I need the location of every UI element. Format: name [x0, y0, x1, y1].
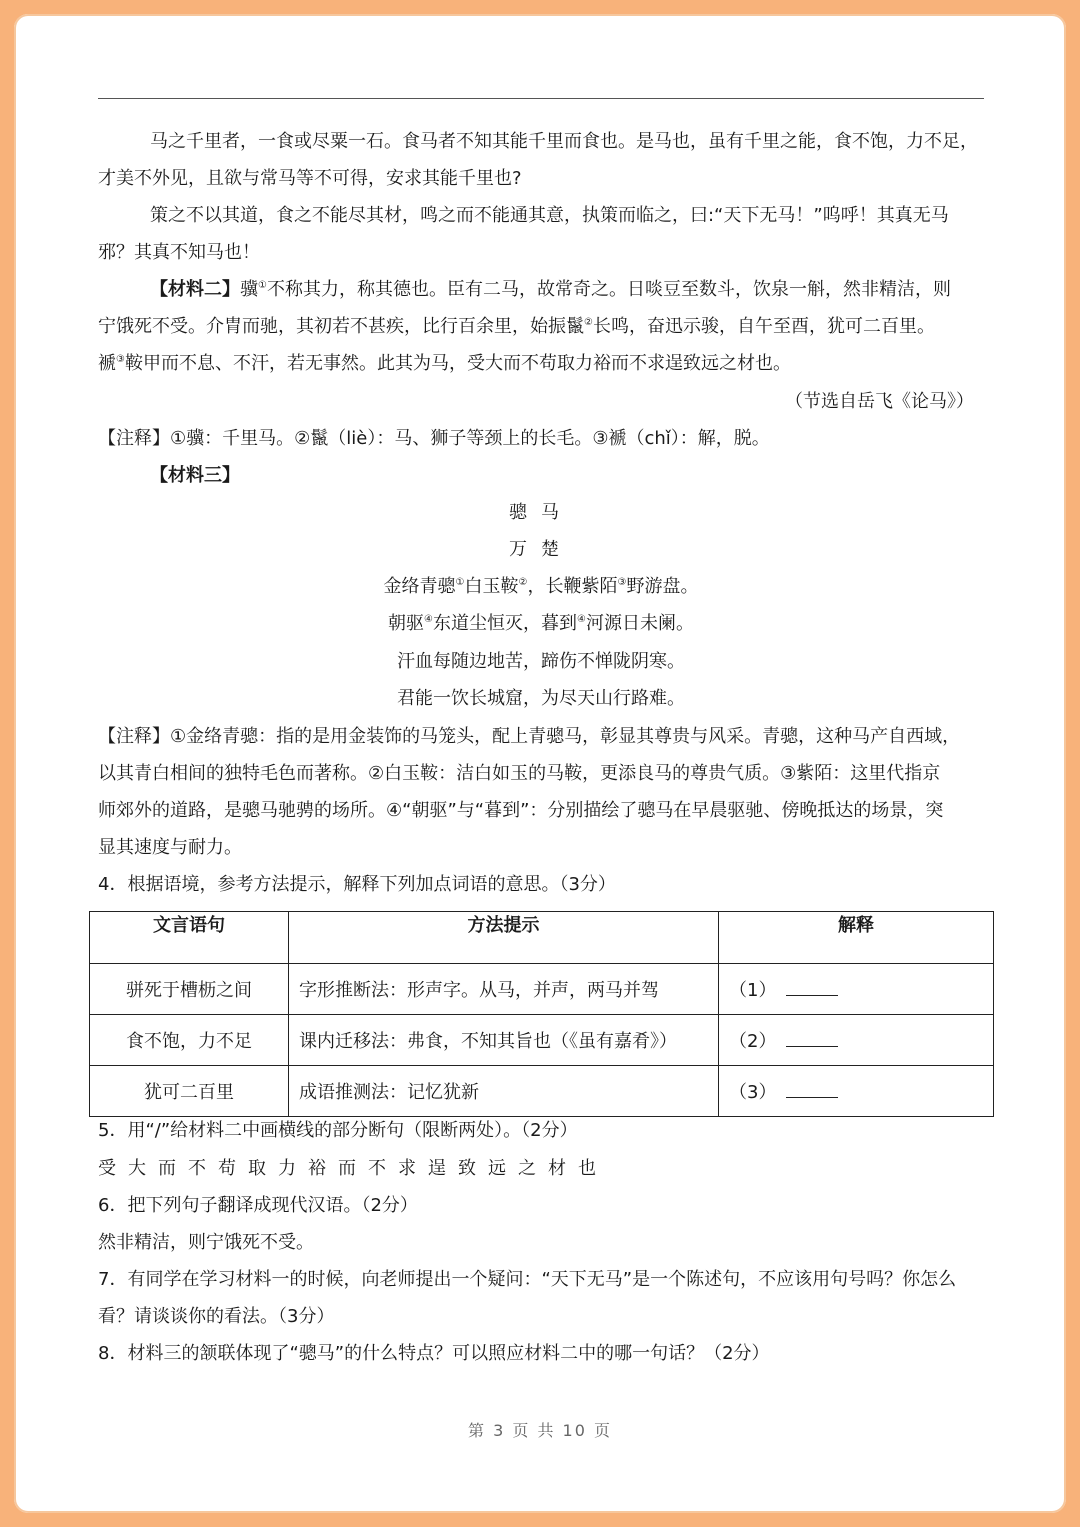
answer-blank[interactable] [786, 1079, 838, 1098]
question-8: 8．材料三的颔联体现了“骢马”的什么特点？可以照应材料二中的哪一句话？（2分） [98, 1343, 770, 1364]
method-table [89, 911, 994, 1117]
answer-blank[interactable] [786, 977, 838, 996]
footnote-mark: ② [584, 317, 593, 328]
material3-note-line2: 以其青白相间的独特毛色而著称。②白玉鞍：洁白如玉的马鞍，更添良马的尊贵气质。③紫陌：这里代指京 [98, 763, 941, 784]
question-6: 6．把下列句子翻译成现代汉语。（2分） [98, 1195, 418, 1216]
table-row [90, 1066, 994, 1117]
poem-verse-4: 君能一饮长城窟，为尽天山行路难。 [397, 688, 685, 709]
question-6-text: 然非精洁，则宁饿死不受。 [98, 1232, 314, 1253]
table-header: 文言语句 [90, 912, 289, 964]
table-row [90, 1015, 994, 1066]
table-cell-sentence: 犹可二百里 [90, 1066, 289, 1117]
table-header: 方法提示 [289, 912, 719, 964]
poem-verse-1: 金络青骢①白玉鞍②，长鞭紫陌③野游盘。 [383, 576, 699, 597]
poem-verse-2: 朝驱④东道尘恒灭，暮到④河源日未阑。 [388, 613, 694, 634]
table-header: 解释 [719, 912, 994, 964]
material2-line2: 宁饿死不受。介胄而驰，其初若不甚疾，比行百余里，始振鬣②长鸣，奋迅示骏，自午至酉，犹可二百里。 [98, 316, 935, 337]
material3-note-line3: 师郊外的道路，是骢马驰骋的场所。④“朝驱”与“暮到”：分别描绘了骢马在早晨驱驰、傍晚抵达的场景，突 [98, 800, 944, 821]
table-cell-sentence: 骈死于槽枥之间 [90, 964, 289, 1015]
material1-para1-line1: 马之千里者，一食或尽粟一石。食马者不知其能千里而食也。是马也，虽有千里之能，食不饱，力不足， [150, 131, 978, 152]
material1-para2-line2: 邪？其真不知马也！ [98, 242, 260, 263]
material1-para2-line1: 策之不以其道，食之不能尽其材，鸣之而不能通其意，执策而临之，曰:“天下无马！”呜呼！其真无马 [150, 205, 949, 226]
table-cell-answer[interactable]: （2） [719, 1015, 994, 1066]
poem-author: 万楚 [509, 539, 573, 560]
material3-label: 【材料三】 [150, 465, 240, 486]
material2-source: （节选自岳飞《论马》） [785, 391, 974, 412]
page-footer: 第 3 页 共 10 页 [468, 1421, 612, 1440]
material3-note-line1: 【注释】①金络青骢：指的是用金装饰的马笼头，配上青骢马，彰显其尊贵与风采。青骢，这种马产自西域， [98, 726, 961, 747]
header-rule [98, 98, 984, 99]
table-cell-method: 成语推测法：记忆犹新 [289, 1066, 719, 1117]
footnote-mark: ③ [116, 354, 125, 365]
material1-para1-line2: 才美不外见，且欲与常马等不可得，安求其能千里也? [98, 168, 522, 189]
footnote-mark: ① [258, 280, 267, 291]
table-cell-answer[interactable]: （1） [719, 964, 994, 1015]
poem-verse-3: 汗血每随边地苦，蹄伤不惮陇阴寒。 [397, 651, 685, 672]
question-7-line2: 看？请谈谈你的看法。（3分） [98, 1306, 335, 1327]
material3-note-line4: 显其速度与耐力。 [98, 837, 242, 858]
question-5: 5．用“/”给材料二中画横线的部分断句（限断两处）。（2分） [98, 1120, 578, 1141]
material2-line3: 褫③鞍甲而不息、不汗，若无事然。此其为马，受大而不苟取力裕而不求逞致远之材也。 [98, 353, 791, 374]
poem-title: 骢马 [509, 502, 573, 523]
table-cell-answer[interactable]: （3） [719, 1066, 994, 1117]
table-cell-method: 字形推断法：形声字。从马，并声，两马并驾 [289, 964, 719, 1015]
table-row [90, 964, 994, 1015]
question-5-text: 受大而不苟取力裕而不求逞致远之材也 [98, 1158, 608, 1179]
question-7-line1: 7．有同学在学习材料一的时候，向老师提出一个疑问：“天下无马”是一个陈述句，不应该用句号吗？你怎么 [98, 1269, 957, 1290]
material2-line1: 【材料二】骥①不称其力，称其德也。臣有二马，故常奇之。日啖豆至数斗，饮泉一斛，然非精洁，则 [150, 279, 951, 300]
table-cell-sentence: 食不饱，力不足 [90, 1015, 289, 1066]
answer-blank[interactable] [786, 1028, 838, 1047]
table-cell-method: 课内迁移法：弗食，不知其旨也（《虽有嘉肴》） [289, 1015, 719, 1066]
question-4: 4．根据语境，参考方法提示，解释下列加点词语的意思。（3分） [98, 874, 616, 895]
table-header-row [90, 912, 994, 964]
material2-label: 【材料二】 [150, 279, 240, 300]
material2-note: 【注释】①骥：千里马。②鬣（liè）：马、狮子等颈上的长毛。③褫（chǐ）：解，脱。 [98, 428, 770, 449]
